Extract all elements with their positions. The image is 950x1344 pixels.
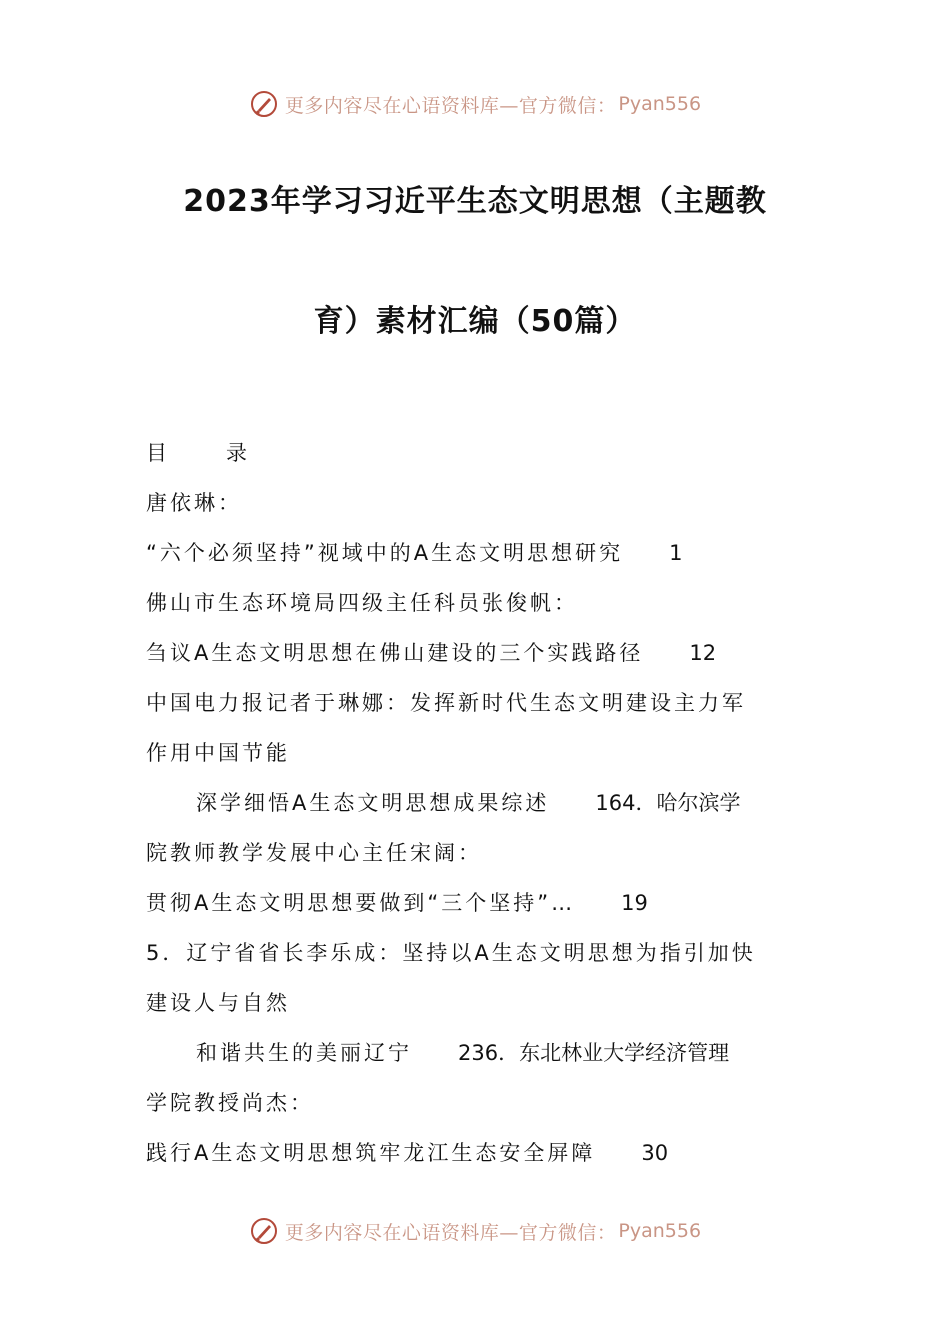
toc-line[interactable] (146, 883, 816, 933)
toc-line-text: 唐依琳： (146, 491, 242, 515)
toc-heading-char-1: 目 (146, 441, 170, 465)
toc-page-number: 19 (621, 891, 648, 915)
toc-line-text: 佛山市生态环境局四级主任科员张俊帆： (146, 591, 578, 615)
toc-heading-char-2: 录 (226, 441, 250, 465)
toc-line-text: 学院教授尚杰： (146, 1091, 314, 1115)
toc-line-text: 践行A生态文明思想筑牢龙江生态安全屏障 (146, 1141, 596, 1165)
document-title-line-1: 2023年学习习近平生态文明思想（主题教 (183, 184, 767, 219)
table-of-contents (146, 433, 816, 1183)
toc-page-number: 236．东北林业大学经济管理 (458, 1041, 730, 1065)
toc-line-text: 建设人与自然 (146, 991, 290, 1015)
toc-line (146, 833, 816, 883)
toc-line-text: 5．辽宁省省长李乐成：坚持以A生态文明思想为指引加快 (146, 941, 756, 965)
pen-logo-icon (249, 1216, 279, 1246)
toc-line (146, 933, 816, 983)
toc-line[interactable] (146, 783, 816, 833)
toc-line[interactable] (146, 1033, 816, 1083)
pen-logo-icon (249, 89, 279, 119)
toc-line[interactable] (146, 1133, 816, 1183)
toc-line (146, 583, 816, 633)
toc-heading (146, 433, 816, 483)
toc-line (146, 683, 816, 733)
toc-line (146, 983, 816, 1033)
watermark-text: 更多内容尽在心语资料库—官方微信： (284, 94, 617, 117)
document-title-line-2: 育）素材汇编（50篇） (313, 304, 637, 339)
toc-line (146, 733, 816, 783)
toc-page-number: 12 (689, 641, 717, 665)
wechat-id: Pyan556 (618, 93, 702, 115)
toc-page-number: 1 (669, 541, 683, 565)
toc-line (146, 483, 816, 533)
watermark-text: 更多内容尽在心语资料库—官方微信： (284, 1221, 617, 1244)
toc-line-text: 和谐共生的美丽辽宁 (196, 1041, 412, 1065)
toc-line-text: 刍议A生态文明思想在佛山建设的三个实践路径 (146, 641, 644, 665)
header-watermark (0, 84, 950, 124)
toc-line-text: 贯彻A生态文明思想要做到“三个坚持”… (146, 891, 576, 915)
toc-line-text: 院教师教学发展中心主任宋阔： (146, 841, 482, 865)
toc-page-number: 164．哈尔滨学 (595, 791, 741, 815)
toc-line (146, 1083, 816, 1133)
toc-line[interactable] (146, 533, 816, 583)
toc-line-text: 作用中国节能 (146, 741, 290, 765)
toc-line[interactable] (146, 633, 816, 683)
footer-watermark (0, 1211, 950, 1251)
wechat-id: Pyan556 (618, 1220, 702, 1242)
toc-page-number: 30 (641, 1141, 669, 1165)
toc-line-text: 中国电力报记者于琳娜：发挥新时代生态文明建设主力军 (146, 691, 746, 715)
toc-line-text: “六个必须坚持”视域中的A生态文明思想研究 (146, 541, 624, 565)
toc-line-text: 深学细悟A生态文明思想成果综述 (196, 791, 550, 815)
